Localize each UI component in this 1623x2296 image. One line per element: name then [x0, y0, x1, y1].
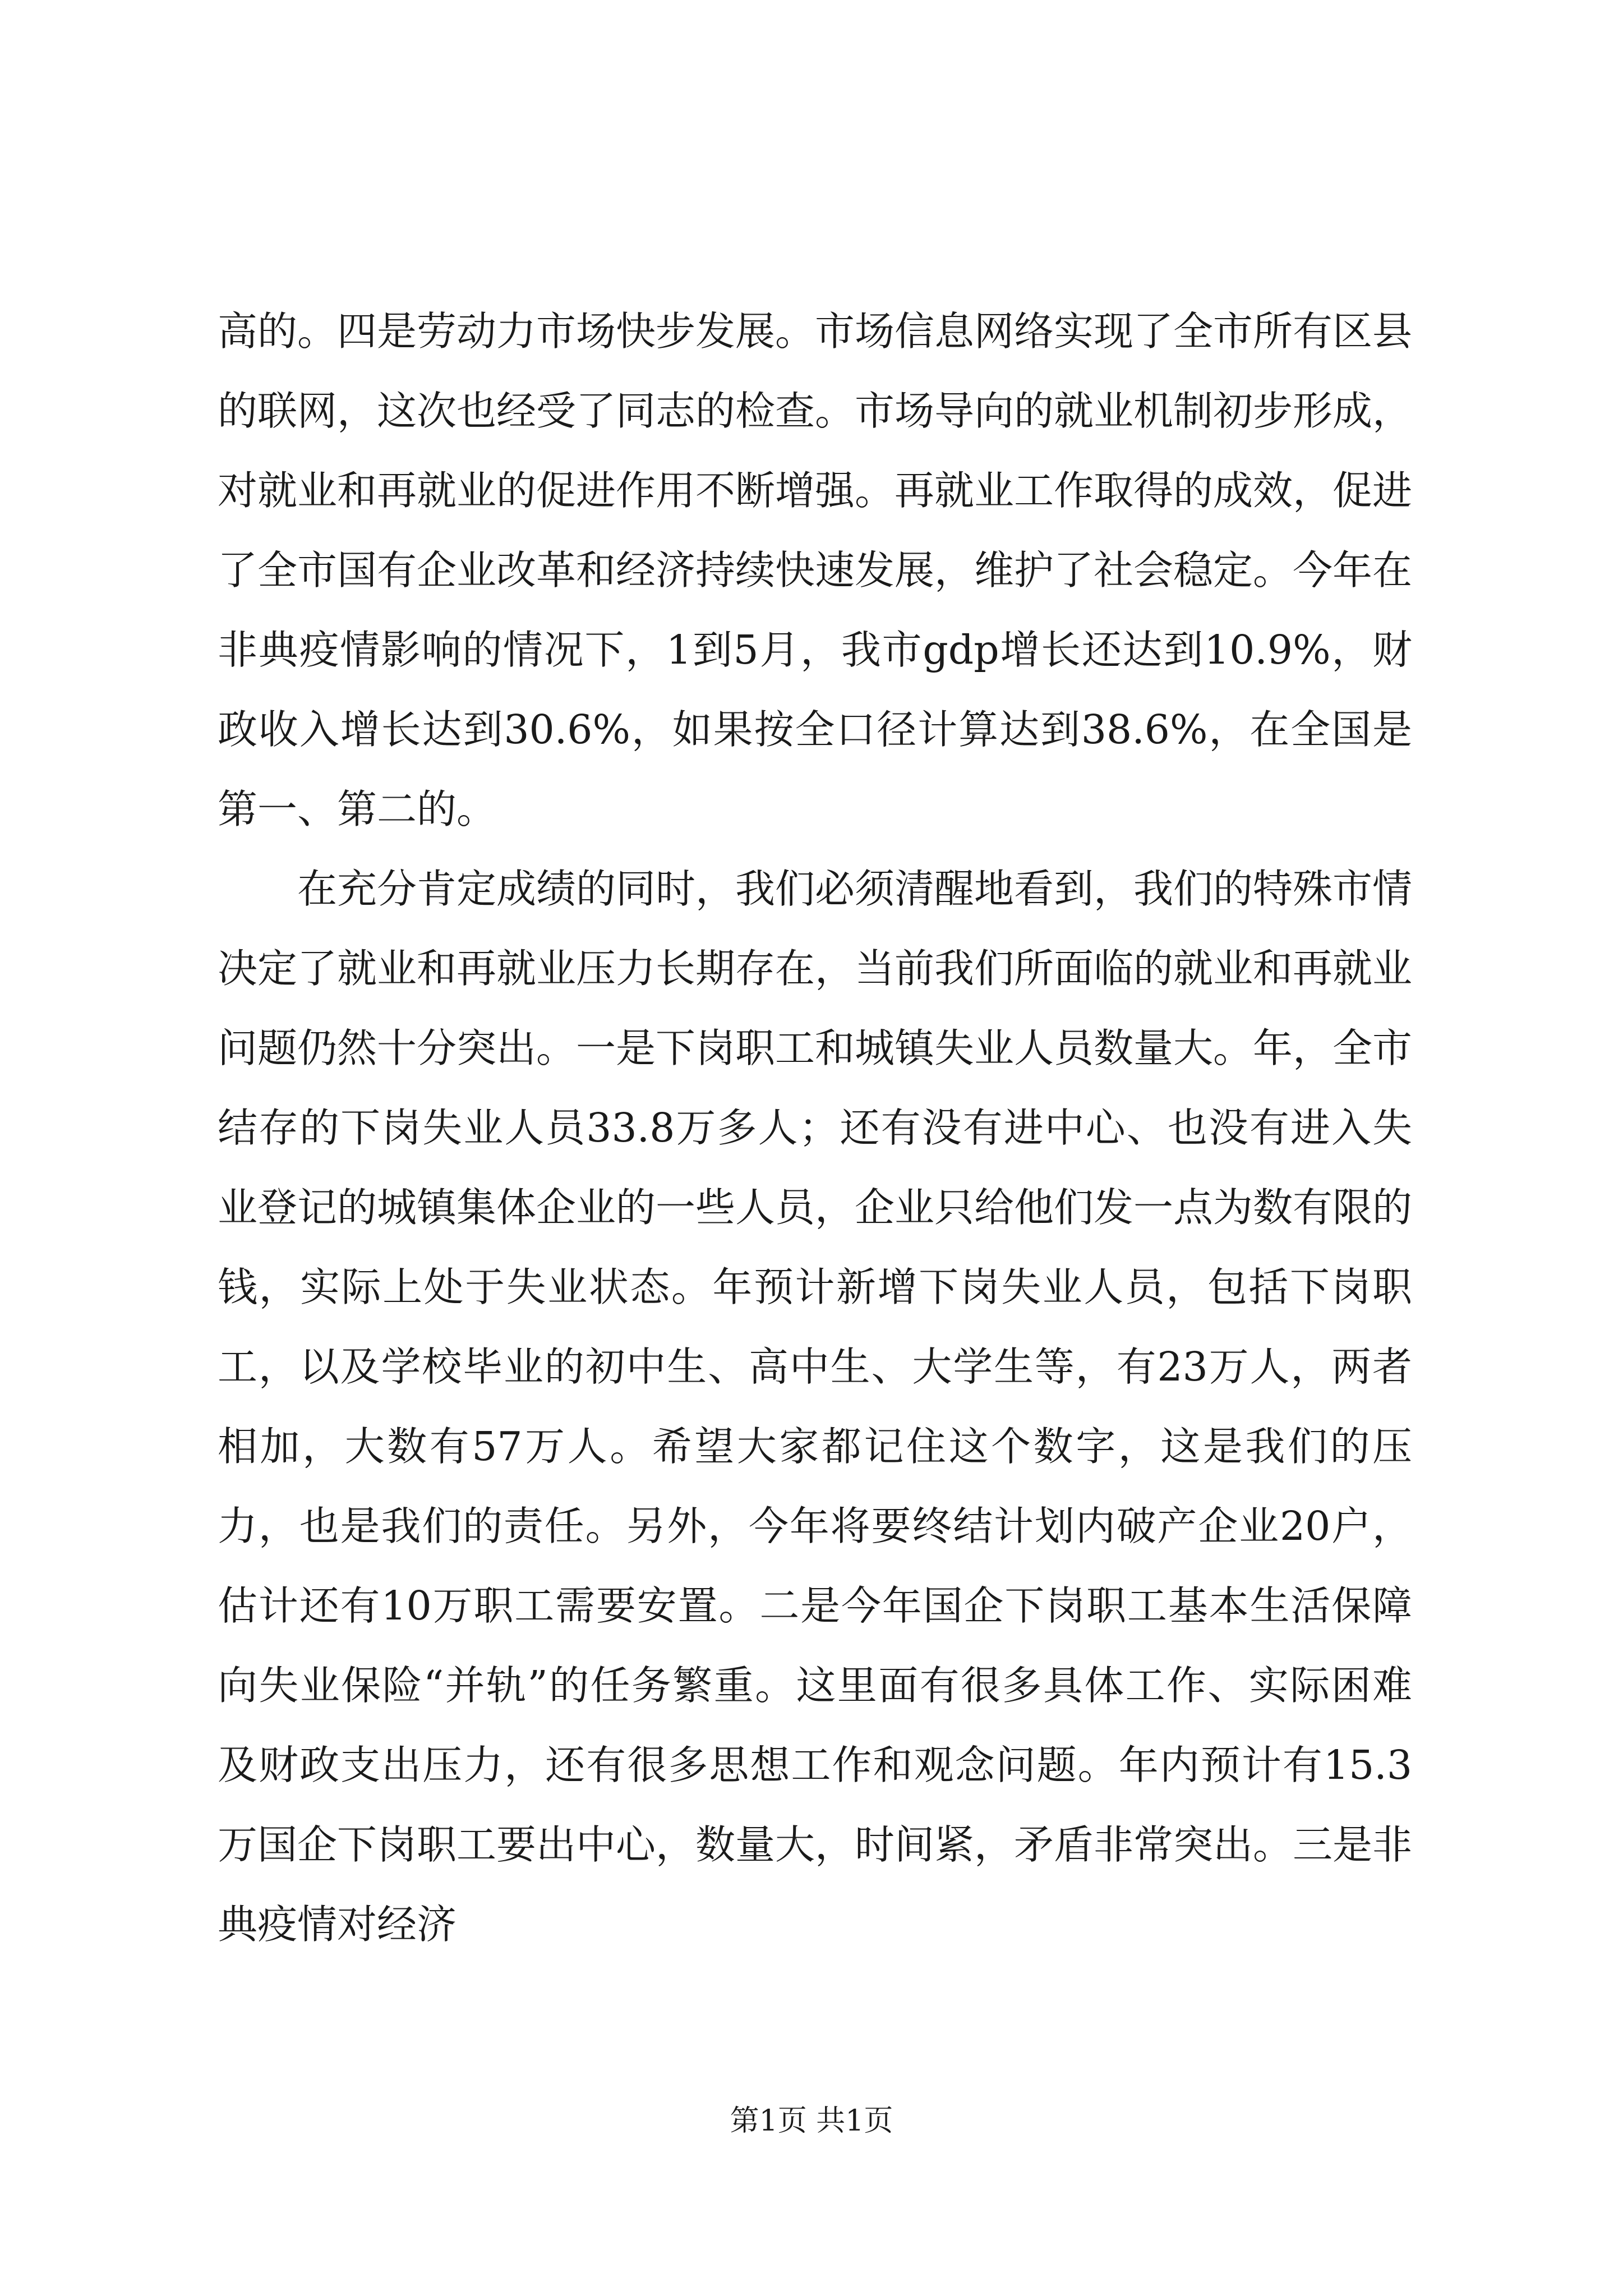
paragraph-2: 在充分肯定成绩的同时，我们必须清醒地看到，我们的特殊市情决定了就业和再就业压力长期存在，当前我们所面临的就业和再就业问题仍然十分突出。一是下岗职工和城镇失业人员数量大。年，全市结存的下岗失业人员33.8万多人；还有没有进中心、也没有进入失业登记的城镇集体企业的一些人员，企业只给他们发一点为数有限的钱，实际上处于失业状态。年预计新增下岗失业人员，包括下岗职工，以及学校毕业的初中生、高中生、大学生等，有23万人，两者相加，大数有57万人。希望大家都记住这个数字，这是我们的压力，也是我们的责任。另外，今年将要终结计划内破产企业20户，估计还有10万职工需要安置。二是今年国企下岗职工基本生活保障向失业保险“并轨”的任务繁重。这里面有很多具体工作、实际困难及财政支出压力，还有很多思想工作和观念问题。年内预计有15.3万国企下岗职工要出中心，数量大，时间紧，矛盾非常突出。三是非典疫情对经济: [218, 866, 1413, 1948]
paragraph-1: 高的。四是劳动力市场快步发展。市场信息网络实现了全市所有区县的联网，这次也经受了同志的检查。市场导向的就业机制初步形成，对就业和再就业的促进作用不断增强。再就业工作取得的成效，促进了全市国有企业改革和经济持续快速发展，维护了社会稳定。今年在非典疫情影响的情况下，1到5月，我市gdp增长还达到10.9%，财政收入增长达到30.6%，如果按全口径计算达到38.6%，在全国是第一、第二的。: [218, 308, 1413, 832]
document-body: [218, 292, 1412, 1964]
page-footer: 第1页 共1页: [730, 2104, 893, 2138]
